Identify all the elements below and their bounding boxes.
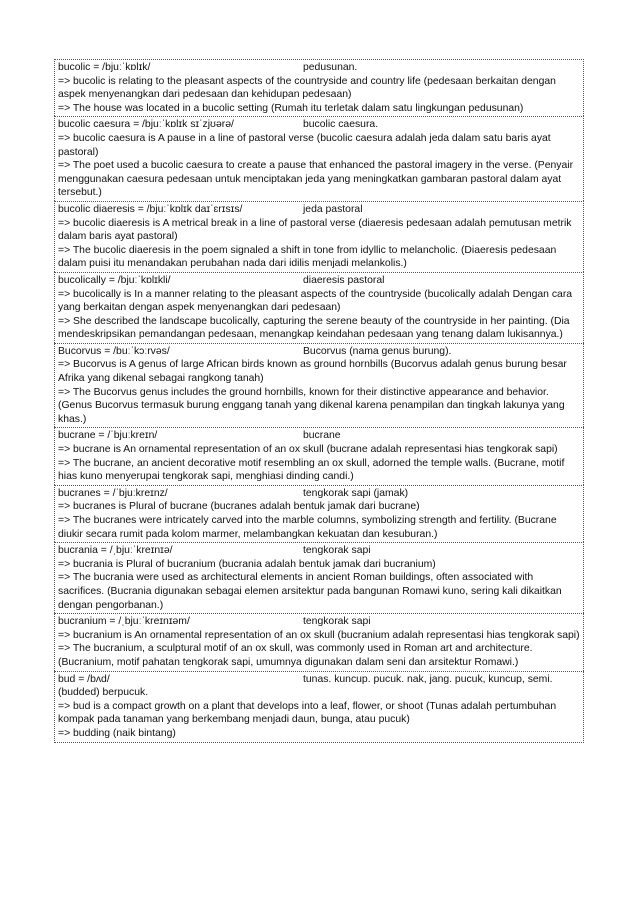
entry-line: => The Bucorvus genus includes the ground hornbills, known for their distinctive appearance and behavior. (Genus Bucorvus termasuk burung enggang tanah yang dikenal karena penampilan dan tingkah lakunya yang khas.) <box>58 386 565 425</box>
entry-line: => bucolic caesura is A pause in a line of pastoral verse (bucolic caesura adalah jeda dalam satu baris ayat pastoral) <box>58 132 551 158</box>
entry-term: bucranium = /ˌbjuːˈkreɪnɪəm/ <box>58 616 190 628</box>
dictionary-entry <box>54 542 584 613</box>
entry-header <box>58 487 580 501</box>
entry-term: bucolically = /bjuːˈkɒlɪkli/ <box>58 274 171 286</box>
entry-translation: tunas. kuncup. pucuk. nak, jang. pucuk, kuncup, semi. (budded) berpucuk. <box>58 673 553 699</box>
entry-line: => The bucrania were used as architectural elements in ancient Roman buildings, often associated with sacrifices. (Bucrania digunakan sebagai elemen arsitektur pada bangunan Romawi kuno, sering kali dikaitkan dengan pengorbanan.) <box>58 572 562 611</box>
entry-translation: jeda pastoral <box>303 203 363 215</box>
entry-translation: diaeresis pastoral <box>303 274 385 286</box>
entry-translation: pedusunan. <box>303 62 358 73</box>
entry-header <box>58 61 580 75</box>
dictionary-entry <box>54 613 584 670</box>
entry-translation: bucolic caesura. <box>303 119 379 131</box>
entry-term: Bucorvus = /buːˈkɔːrvəs/ <box>58 345 170 357</box>
entry-line: => bucolically is In a manner relating to the pleasant aspects of the countryside (bucolically adalah Dengan cara yang berkaitan dengan aspek menyenangkan dari pedesaan) <box>58 288 573 314</box>
entry-term: bud = /bʌd/ <box>58 673 110 685</box>
entry-translation: tengkorak sapi <box>303 616 371 628</box>
dictionary-entry <box>54 485 584 542</box>
entry-line: => bucrania is Plural of bucranium (bucrania adalah bentuk jamak dari bucranium) <box>58 558 436 570</box>
dictionary-entry <box>54 59 584 116</box>
dictionary-entry <box>54 427 584 484</box>
entry-line: => The bucranes were intricately carved into the marble columns, symbolizing strength and fertility. (Bucrane diukir secara rumit pada kolom marmer, melambangkan kekuatan dan kesuburan.) <box>58 515 557 540</box>
entry-term: bucranes = /ˈbjuːkreɪnz/ <box>58 487 168 499</box>
entry-header <box>58 345 580 359</box>
entry-term: bucrane = /ˈbjuːkreɪn/ <box>58 430 158 442</box>
entry-translation: bucrane <box>303 430 341 442</box>
entry-line: => bucrane is An ornamental representation of an ox skull (bucrane adalah representasi hias tengkorak sapi) <box>58 444 558 456</box>
entry-translation: tengkorak sapi <box>303 545 371 557</box>
entry-header <box>58 274 580 288</box>
entry-term: bucrania = /ˌbjuːˈkreɪnɪə/ <box>58 545 173 557</box>
entry-line: => The bucranium, a sculptural motif of an ox skull, was commonly used in Roman art and architecture. (Bucranium, motif pahatan tengkorak sapi, umumnya digunakan dalam seni dan arsitektur Romawi.) <box>58 643 533 668</box>
entry-line: => bucranium is An ornamental representation of an ox skull (bucranium adalah representasi hias tengkorak sapi) <box>58 629 580 641</box>
entry-line: => The house was located in a bucolic setting (Rumah itu terletak dalam satu lingkungan pedusunan) <box>58 102 524 114</box>
entry-translation: tengkorak sapi (jamak) <box>303 487 409 499</box>
entry-term: bucolic = /bjuːˈkɒlɪk/ <box>58 62 151 73</box>
dictionary-page <box>54 59 584 743</box>
entry-header <box>58 544 580 558</box>
entry-header <box>58 203 580 217</box>
entry-line: => The bucolic diaeresis in the poem signaled a shift in tone from idyllic to melancholic. (Diaeresis pedesaan dalam puisi itu menandakan perubahan nada dari idilis menjadi melankolis.) <box>58 244 557 270</box>
entry-line: => She described the landscape bucolically, capturing the serene beauty of the countryside in her painting. (Dia mendeskripsikan pemandangan pedesaan, menangkap keindahan pedesaan yang tenang dalam lukisannya.) <box>58 315 570 341</box>
dictionary-entry <box>54 343 584 428</box>
entry-line: => bucolic is relating to the pleasant aspects of the countryside and country life (pedesaan berkaitan dengan aspek menyenangkan dari pedesaan dan kehidupan pedesaan) <box>58 75 556 101</box>
entry-line: => The bucrane, an ancient decorative motif resembling an ox skull, adorned the temple walls. (Bucrane, motif hias kuno menyerupai tengkorak sapi, menghiasi dinding candi.) <box>58 457 565 483</box>
entry-header <box>58 673 580 700</box>
entry-term: bucolic caesura = /bjuːˈkɒlɪk sɪˈzjʊərə/ <box>58 119 234 131</box>
dictionary-entry <box>54 201 584 272</box>
dictionary-entry <box>54 116 584 201</box>
dictionary-entry <box>54 671 584 743</box>
entry-header <box>58 118 580 132</box>
entry-translation: Bucorvus (nama genus burung). <box>303 345 452 357</box>
entry-line: => Bucorvus is A genus of large African birds known as ground hornbills (Bucorvus adalah genus burung besar Afrika yang dikenal sebagai rangkong tanah) <box>58 359 567 385</box>
entry-header <box>58 615 580 629</box>
entry-header <box>58 429 580 443</box>
entry-line: => bud is a compact growth on a plant that develops into a leaf, flower, or shoot (Tunas adalah pertumbuhan kompak pada tanaman yang berkembang menjadi daun, bunga, atau pucuk) <box>58 700 557 726</box>
entry-line: => bucranes is Plural of bucrane (bucranes adalah bentuk jamak dari bucrane) <box>58 501 420 513</box>
dictionary-entry <box>54 272 584 343</box>
entry-line: => budding (naik bintang) <box>58 727 176 739</box>
entry-line: => bucolic diaeresis is A metrical break in a line of pastoral verse (diaeresis pedesaan adalah pemutusan metrik dalam baris ayat pastoral) <box>58 217 572 243</box>
entry-line: => The poet used a bucolic caesura to create a pause that enhanced the pastoral imagery in the verse. (Penyair menggunakan caesura pedesaan untuk menciptakan jeda yang meningkatkan gambaran pastoral dalam ayat tersebut.) <box>58 160 574 199</box>
entry-term: bucolic diaeresis = /bjuːˈkɒlɪk daɪˈɛrɪsɪs/ <box>58 203 243 215</box>
